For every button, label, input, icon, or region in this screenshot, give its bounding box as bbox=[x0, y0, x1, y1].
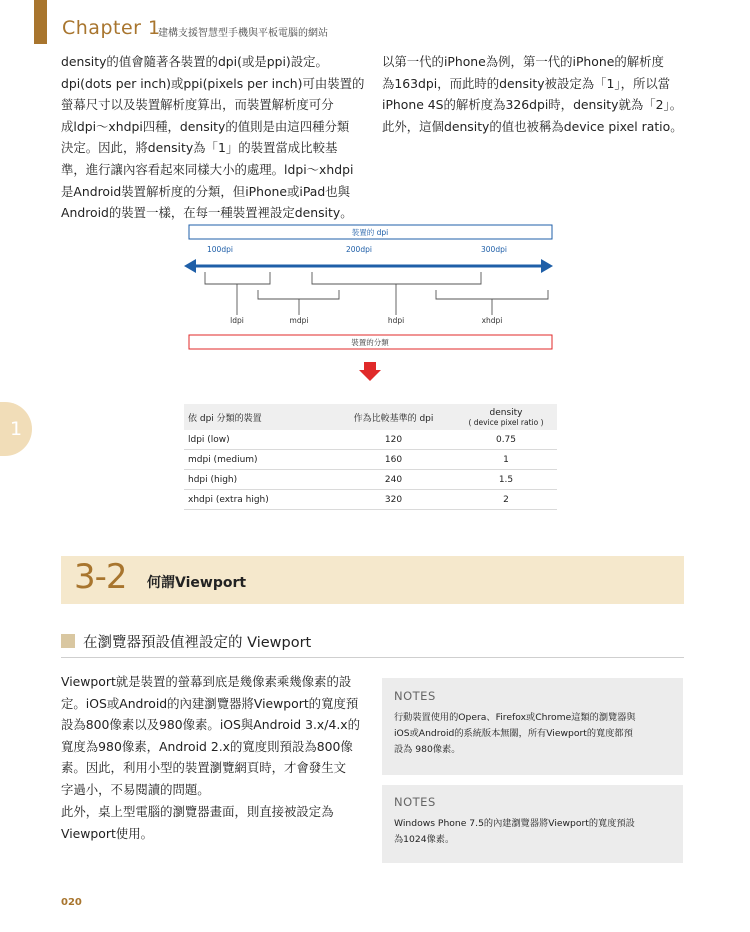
text-line: 定。iOS或Android的內建瀏覽器將Viewport的寬度預 bbox=[61, 695, 359, 711]
note-heading: NOTES bbox=[394, 795, 436, 809]
text-line: Android的裝置一樣，在每一種裝置裡設定density。 bbox=[61, 205, 353, 221]
note-box-1 bbox=[382, 678, 683, 775]
note-line: iOS或Android的系統版本無關，所有Viewport的寬度都預 bbox=[394, 728, 633, 739]
text-line: 準，進行讓內容看起來同樣大小的處理。ldpi～xhdpi bbox=[61, 161, 354, 177]
text-line: iPhone 4S的解析度為326dpi時，density就為「2」。 bbox=[382, 97, 683, 113]
section-number: 3-2 bbox=[74, 557, 127, 597]
cell-dpi: 120 bbox=[332, 430, 455, 450]
cell-dpi: 240 bbox=[332, 470, 455, 490]
scale-label-200: 200dpi bbox=[346, 245, 372, 254]
side-chapter-number: 1 bbox=[10, 418, 23, 440]
text-line: 成ldpi～xhdpi四種，density的值則是由這四種分類 bbox=[61, 118, 350, 134]
cell-density: 1.5 bbox=[455, 470, 557, 490]
note-line: 行動裝置使用的Opera、Firefox或Chrome這類的瀏覽器與 bbox=[394, 712, 636, 723]
category-box-label: 裝置的分類 bbox=[351, 338, 389, 347]
subsection-title: 在瀏覽器預設值裡設定的 Viewport bbox=[83, 635, 312, 651]
text-line: 此外，這個density的值也被稱為device pixel ratio。 bbox=[382, 118, 683, 134]
text-line: 此外，桌上型電腦的瀏覽器畫面，則直接被設定為 bbox=[61, 804, 334, 819]
category-ldpi: ldpi bbox=[230, 316, 244, 325]
category-brackets bbox=[205, 272, 548, 315]
axis-left-arrow-icon bbox=[184, 259, 196, 273]
cell-device: ldpi (low) bbox=[184, 430, 332, 450]
note-line: 為1024像素。 bbox=[394, 834, 455, 845]
cell-dpi: 160 bbox=[332, 450, 455, 470]
density-label: density bbox=[489, 407, 523, 418]
cell-device: mdpi (medium) bbox=[184, 450, 332, 470]
text-line: 以第一代的iPhone為例，第一代的iPhone的解析度 bbox=[382, 54, 664, 69]
text-line: 設為800像素以及980像素。iOS與Android 3.x/4.x的 bbox=[61, 717, 360, 733]
bracket-mdpi bbox=[258, 290, 339, 299]
text-line: Viewport就是裝置的螢幕到底是幾像素乘幾像素的設 bbox=[61, 674, 352, 689]
note-body bbox=[394, 710, 676, 758]
note-line: Windows Phone 7.5的內建瀏覽器將Viewport的寬度預設 bbox=[394, 818, 635, 829]
category-hdpi: hdpi bbox=[387, 316, 405, 325]
subsection-divider bbox=[61, 657, 684, 658]
section-title: 何謂Viewport bbox=[147, 575, 247, 591]
cell-device: hdpi (high) bbox=[184, 470, 332, 490]
cell-dpi: 320 bbox=[332, 490, 455, 510]
text-line: 決定。因此，將density為「1」的裝置當成比較基 bbox=[61, 140, 338, 156]
col-header-baseline-dpi: 作為比較基準的 dpi bbox=[332, 404, 455, 430]
dpi-box-label: 裝置的 dpi bbox=[351, 228, 389, 237]
text-line: 是Android裝置解析度的分類，但iPhone或iPad也與 bbox=[61, 183, 351, 199]
text-line: 寬度為980像素，Android 2.x的寬度則預設為800像 bbox=[61, 738, 353, 754]
text-line: 素。因此，利用小型的裝置瀏覽網頁時，才會發生文 bbox=[61, 760, 346, 776]
col-header-device: 依 dpi 分類的裝置 bbox=[184, 404, 332, 430]
note-heading: NOTES bbox=[394, 689, 436, 703]
note-body bbox=[394, 816, 676, 848]
cell-density: 2 bbox=[455, 490, 557, 510]
text-line: 字過小，不易閱讀的問題。 bbox=[61, 781, 210, 797]
cell-density: 1 bbox=[455, 450, 557, 470]
dpi-diagram bbox=[0, 0, 750, 400]
chapter-subtitle: 建構支援智慧型手機與平板電腦的網站 bbox=[158, 28, 328, 39]
down-arrow-icon bbox=[359, 362, 381, 381]
text-line: dpi(dots per inch)或ppi(pixels per inch)可由裝置的 bbox=[61, 75, 365, 91]
subsection-square-icon bbox=[61, 634, 75, 648]
bracket-ldpi bbox=[205, 272, 270, 284]
text-line: Viewport使用。 bbox=[61, 825, 153, 841]
category-xhdpi: xhdpi bbox=[481, 316, 503, 325]
scale-label-300: 300dpi bbox=[481, 245, 507, 254]
table-header-row bbox=[184, 404, 557, 430]
body-paragraph-1 bbox=[61, 671, 366, 801]
axis-right-arrow-icon bbox=[541, 259, 553, 273]
text-line: density的值會隨著各裝置的dpi(或是ppi)設定。 bbox=[61, 54, 328, 69]
density-table bbox=[184, 404, 557, 510]
table-row bbox=[184, 450, 557, 470]
density-sublabel: ( device pixel ratio ) bbox=[468, 417, 544, 427]
note-box-2 bbox=[382, 785, 683, 863]
text-line: 為163dpi，而此時的density被設定為「1」，所以當 bbox=[382, 75, 671, 91]
note-line: 設為 980像素。 bbox=[394, 744, 461, 755]
cell-device: xhdpi (extra high) bbox=[184, 490, 332, 510]
table-row bbox=[184, 470, 557, 490]
page-number: 020 bbox=[61, 897, 82, 908]
category-mdpi: mdpi bbox=[289, 316, 309, 325]
scale-label-100: 100dpi bbox=[207, 245, 233, 254]
chapter-label: Chapter 1 bbox=[62, 17, 161, 39]
bracket-xhdpi bbox=[436, 290, 548, 299]
cell-density: 0.75 bbox=[455, 430, 557, 450]
bracket-hdpi bbox=[312, 272, 481, 284]
table-row bbox=[184, 430, 557, 450]
text-line: 螢幕尺寸以及裝置解析度算出，而裝置解析度可分 bbox=[61, 97, 334, 113]
body-paragraph-2 bbox=[61, 801, 366, 844]
col-header-density bbox=[455, 404, 557, 430]
table-row bbox=[184, 490, 557, 510]
